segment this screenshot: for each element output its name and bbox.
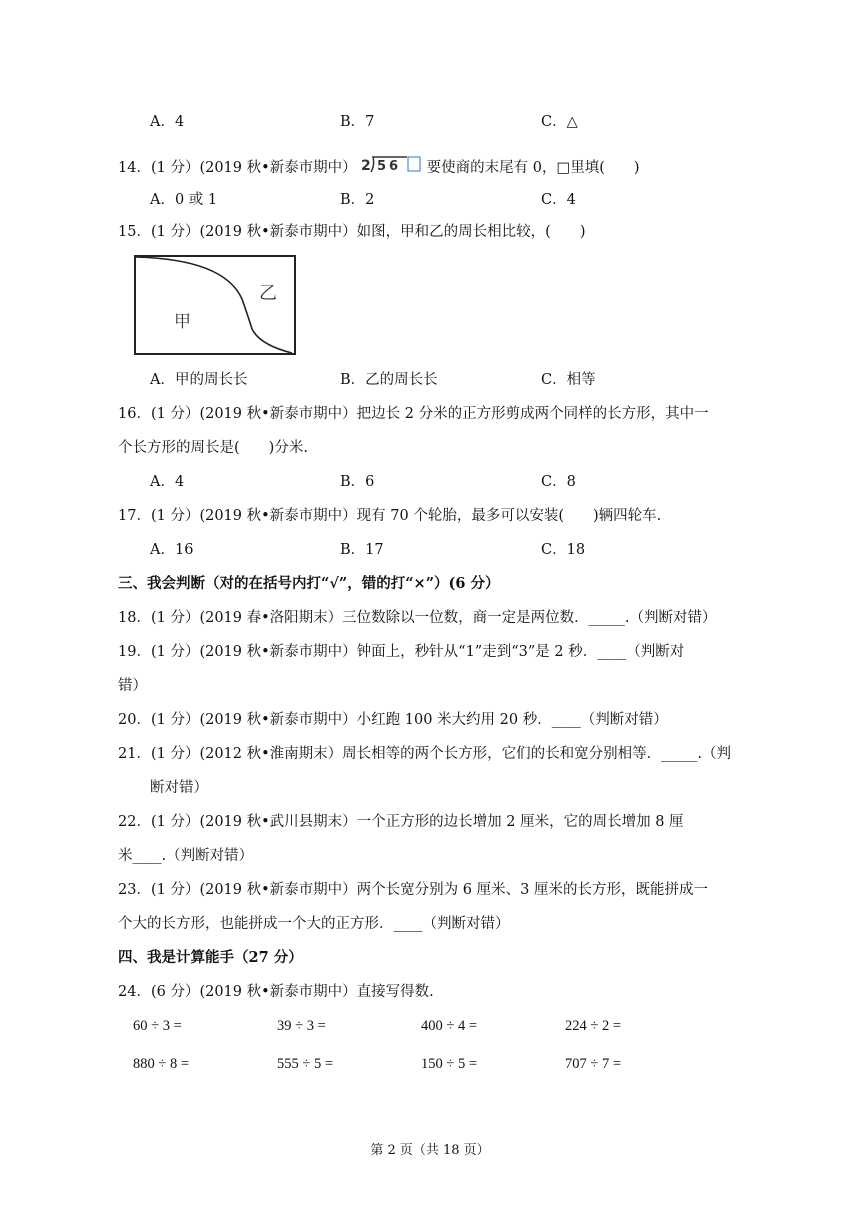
question-15: 15．(1 分）(2019 秋•新泰市期中）如图，甲和乙的周长相比较，( ) (118, 224, 586, 240)
q17-option-b: B．17 (340, 542, 384, 558)
q13-option-c: C．△ (541, 114, 578, 130)
calc-item: 60 ÷ 3 = (133, 1018, 182, 1034)
q15-option-c: C．相等 (541, 372, 596, 388)
q17-option-c: C．18 (541, 542, 586, 558)
q13-option-b: B．7 (340, 114, 375, 130)
q14-suffix: 要使商的末尾有 0，□里填( ) (426, 160, 640, 176)
question-20: 20．(1 分）(2019 秋•新泰市期中）小红跑 100 米大约用 20 秒．____（判断对错） (118, 712, 668, 728)
question-16-line2: 个长方形的周长是( )分米. (118, 440, 308, 456)
division-dividend: 56 (376, 159, 401, 174)
calc-item: 150 ÷ 5 = (421, 1056, 478, 1072)
q14-prefix: 14．(1 分）(2019 秋•新泰市期中） (118, 160, 357, 176)
question-22-line2: 米____.（判断对错） (118, 848, 254, 864)
page-footer: 第 2 页（共 18 页） (370, 1143, 490, 1158)
question-23-line1: 23．(1 分）(2019 秋•新泰市期中）两个长宽分别为 6 厘米、3 厘米的长方形，既能拼成一 (118, 882, 708, 898)
q15-option-b: B．乙的周长长 (340, 372, 438, 388)
calc-item: 39 ÷ 3 = (277, 1018, 326, 1034)
q17-option-a: A．16 (150, 542, 194, 558)
q16-option-b: B．6 (340, 474, 375, 490)
question-18: 18．(1 分）(2019 春•洛阳期末）三位数除以一位数，商一定是两位数．_____.（判断对错） (118, 610, 717, 626)
q15-option-a: A．甲的周长长 (150, 372, 248, 388)
calc-item: 224 ÷ 2 = (565, 1018, 622, 1034)
section-3-heading: 三、我会判断（对的在括号内打“√”，错的打“×”）(6 分） (118, 575, 500, 592)
perimeter-figure (134, 255, 296, 355)
calc-item: 707 ÷ 7 = (565, 1056, 622, 1072)
calc-item: 880 ÷ 8 = (133, 1056, 190, 1072)
q16-option-a: A．4 (150, 474, 185, 490)
q14-option-a: A．0 或 1 (150, 192, 218, 208)
question-21-line2: 断对错） (150, 780, 208, 796)
question-22-line1: 22．(1 分）(2019 秋•武川县期末）一个正方形的边长增加 2 厘米，它的周长增加 8 厘 (118, 814, 684, 830)
section-4-heading: 四、我是计算能手（27 分） (118, 949, 303, 966)
question-19-line2: 错） (118, 678, 147, 694)
question-23-line2: 个大的长方形，也能拼成一个大的正方形．____（判断对错） (118, 916, 510, 932)
question-16-line1: 16．(1 分）(2019 秋•新泰市期中）把边长 2 分米的正方形剪成两个同样的长方形，其中一 (118, 406, 709, 422)
question-24: 24．(6 分）(2019 秋•新泰市期中）直接写得数. (118, 984, 434, 1000)
q14-option-c: C．4 (541, 192, 576, 208)
q13-option-a: A．4 (150, 114, 185, 130)
label-yi: 乙 (259, 283, 277, 304)
calc-item: 400 ÷ 4 = (421, 1018, 478, 1034)
calc-item: 555 ÷ 5 = (277, 1056, 334, 1072)
question-19-line1: 19．(1 分）(2019 秋•新泰市期中）钟面上，秒针从“1”走到“3”是 2 秒．____（判断对 (118, 644, 685, 660)
question-17: 17．(1 分）(2019 秋•新泰市期中）现有 70 个轮胎，最多可以安装( )辆四轮车. (118, 508, 662, 524)
q14-option-b: B．2 (340, 192, 375, 208)
question-21-line1: 21．(1 分）(2012 秋•淮南期末）周长相等的两个长方形，它们的长和宽分别相等．_____.（判 (118, 746, 732, 762)
long-division-figure (361, 155, 423, 181)
label-jia: 甲 (174, 312, 191, 332)
question-14 (118, 155, 640, 181)
q16-option-c: C．8 (541, 474, 576, 490)
division-divisor: 2 (360, 158, 371, 174)
